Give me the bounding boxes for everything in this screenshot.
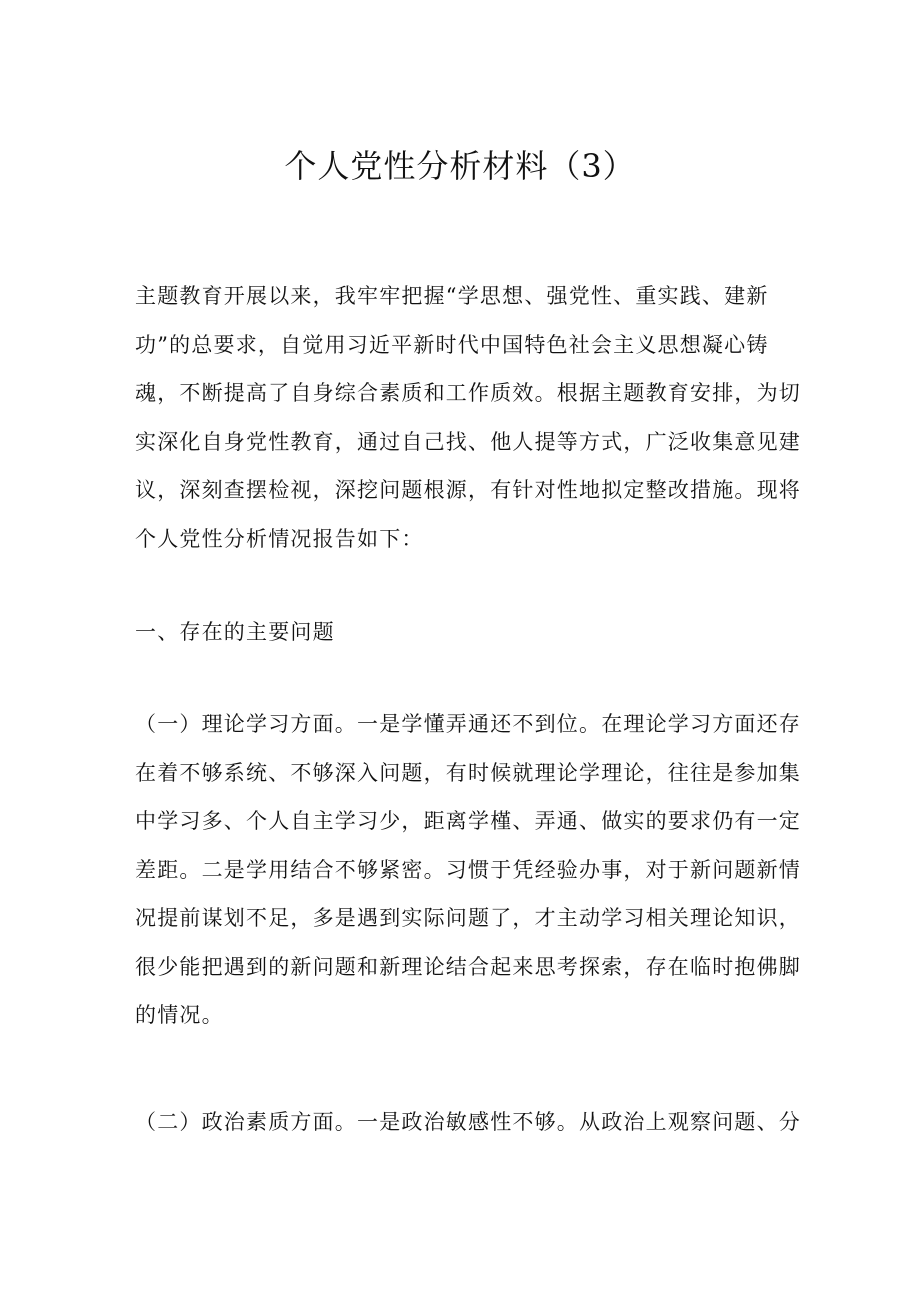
section-one-heading: 一、存在的主要问题 (135, 620, 335, 644)
item-one-line: 很少能把遇到的新问题和新理论结合起来思考探索，存在临时抱佛脚 (135, 954, 801, 979)
item-one-paragraph (135, 700, 801, 1040)
intro-line: 实深化自身党性教育，通过自己找、他人提等方式，广泛收集意见建 (135, 429, 801, 454)
item-one-line: 差距。二是学用结合不够紧密。习惯于凭经验办事，对于新问题新情 (135, 857, 801, 882)
section-heading (135, 608, 795, 657)
intro-line: 个人党性分析情况报告如下： (135, 526, 424, 551)
intro-line: 魂，不断提高了自身综合素质和工作质效。根据主题教育安排，为切 (135, 381, 801, 405)
item-two-line: （二）政治素质方面。一是政治敏感性不够。从政治上观察问题、分 (135, 1110, 801, 1134)
item-two-paragraph (135, 1098, 801, 1147)
item-one-line: （一）理论学习方面。一是学懂弄通还不到位。在理论学习方面还存 (135, 712, 801, 736)
intro-line: 功”的总要求，自觉用习近平新时代中国特色社会主义思想凝心铸 (135, 332, 769, 357)
item-one-line: 中学习多、个人自主学习少，距离学槿、弄通、做实的要求仍有一定 (135, 809, 801, 833)
intro-line: 主题教育开展以来，我牢牢把握“学思想、强党性、重实践、建新 (135, 284, 769, 308)
intro-paragraph (135, 272, 801, 563)
item-one-line: 在着不够系统、不够深入问题，有时候就理论学理论，往往是参加集 (135, 760, 801, 785)
item-one-line: 的情况。 (135, 1003, 224, 1027)
document-title: 个人党性分析材料（3） (284, 147, 636, 185)
intro-line: 议，深刻查摆检视，深挖问题根源，有针对性地拟定整改措施。现将 (135, 478, 801, 502)
item-one-line: 况提前谋划不足，多是遇到实际问题了，才主动学习相关理论知识， (135, 906, 801, 930)
